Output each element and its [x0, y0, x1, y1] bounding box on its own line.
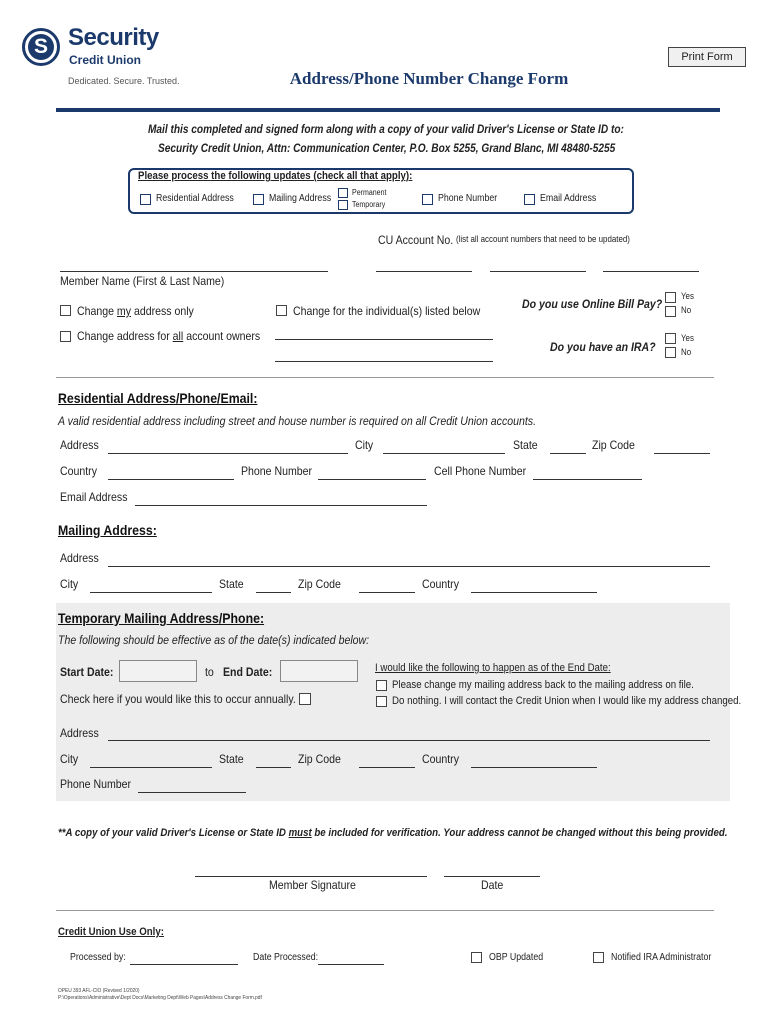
res-country-label: Country	[60, 464, 97, 478]
mail-instruction-line1: Mail this completed and signed form along with a copy of your valid Driver's License or State ID to:	[148, 124, 624, 136]
res-zip-line[interactable]	[654, 453, 710, 454]
res-address-label: Address	[60, 438, 99, 452]
account-number-line-1[interactable]	[376, 271, 472, 272]
change-back-checkbox[interactable]	[376, 680, 387, 691]
residential-address-checkbox[interactable]	[140, 194, 151, 205]
annual-label: Check here if you would like this to occur annually.	[60, 692, 296, 706]
end-date-heading: I would like the following to happen as of the End Date:	[375, 662, 611, 674]
mail-zip-line[interactable]	[359, 592, 415, 593]
temp-country-line[interactable]	[471, 767, 597, 768]
temp-phone-line[interactable]	[138, 792, 246, 793]
mailing-address-checkbox[interactable]	[253, 194, 264, 205]
verification-note	[58, 827, 727, 839]
temporary-section-title: Temporary Mailing Address/Phone:	[58, 610, 265, 626]
logo-sub: Credit Union	[69, 53, 141, 67]
change-individual-label: Change for the individual(s) listed below	[293, 304, 481, 318]
temp-address-line[interactable]	[108, 740, 710, 741]
print-form-button[interactable]: Print Form	[668, 47, 746, 67]
mail-city-label: City	[60, 577, 79, 591]
temp-address-label: Address	[60, 726, 99, 740]
verification-must: must	[288, 827, 312, 839]
online-bill-pay-question: Do you use Online Bill Pay?	[522, 297, 663, 311]
logo-tagline: Dedicated. Secure. Trusted.	[68, 76, 180, 86]
res-email-line[interactable]	[135, 505, 427, 506]
phone-number-checkbox[interactable]	[422, 194, 433, 205]
ira-yes-label: Yes	[681, 333, 694, 343]
obp-updated-label: OBP Updated	[489, 952, 544, 963]
ira-question: Do you have an IRA?	[550, 340, 656, 354]
processed-by-line[interactable]	[130, 964, 238, 965]
residential-note: A valid residential address including street and house number is required on all Credit Union accounts.	[58, 414, 537, 428]
change-all-pre: Change address for	[77, 329, 173, 343]
temp-phone-label: Phone Number	[60, 777, 132, 791]
res-email-label: Email Address	[60, 490, 128, 504]
date-processed-label: Date Processed:	[253, 952, 319, 963]
mail-zip-label: Zip Code	[298, 577, 341, 591]
account-number-line-3[interactable]	[603, 271, 699, 272]
res-cell-label: Cell Phone Number	[434, 464, 527, 478]
date-line[interactable]	[444, 876, 540, 877]
permanent-label: Permanent	[352, 188, 387, 197]
cu-account-label: CU Account No.	[378, 233, 454, 247]
processed-by-label: Processed by:	[70, 952, 126, 963]
res-address-line[interactable]	[108, 453, 348, 454]
change-all-post: account owners	[183, 329, 261, 343]
mail-state-label: State	[219, 577, 244, 591]
member-name-line[interactable]	[60, 271, 328, 272]
temporary-note: The following should be effective as of the date(s) indicated below:	[58, 633, 370, 647]
do-nothing-label: Do nothing. I will contact the Credit Union when I would like my address changed.	[392, 695, 742, 707]
change-my-post: address only	[131, 304, 194, 318]
mail-city-line[interactable]	[90, 592, 212, 593]
res-state-label: State	[513, 438, 538, 452]
mail-address-label: Address	[60, 551, 99, 565]
email-address-checkbox[interactable]	[524, 194, 535, 205]
temp-state-label: State	[219, 752, 244, 766]
temp-country-label: Country	[422, 752, 459, 766]
ira-no-label: No	[681, 347, 692, 357]
change-my-address-label	[77, 304, 194, 318]
verification-post: be included for verification. Your address cannot be changed without this being provided.	[311, 827, 728, 839]
residential-section-title: Residential Address/Phone/Email:	[58, 390, 258, 406]
change-individual-checkbox[interactable]	[276, 305, 287, 316]
res-cell-line[interactable]	[533, 479, 642, 480]
mailing-address-label: Mailing Address	[269, 193, 332, 204]
start-date-label: Start Date:	[60, 665, 114, 679]
footer-line-2: P:\Operations\Administrative\Dept Docs\Marketing Dept\Web Pages\Address Change Form.pdf	[58, 995, 262, 1001]
res-country-line[interactable]	[108, 479, 234, 480]
change-my-pre: Change	[77, 304, 117, 318]
end-date-field[interactable]	[280, 660, 358, 682]
mail-country-line[interactable]	[471, 592, 597, 593]
change-all-owners-label	[77, 329, 260, 343]
divider-1	[56, 377, 714, 378]
logo-name: Security	[68, 24, 159, 51]
res-city-label: City	[355, 438, 374, 452]
individual-line-1[interactable]	[275, 339, 493, 340]
change-all-underline: all	[172, 329, 184, 343]
header-rule	[56, 108, 720, 112]
online-bill-pay-yes-label: Yes	[681, 291, 694, 301]
start-date-field[interactable]	[119, 660, 197, 682]
residential-address-label: Residential Address	[156, 193, 234, 204]
temporary-label: Temporary	[352, 200, 386, 209]
verification-pre: **A copy of your valid Driver's License or State ID	[58, 827, 289, 839]
temp-state-line[interactable]	[256, 767, 291, 768]
ira-yes-checkbox[interactable]	[665, 333, 676, 344]
do-nothing-checkbox[interactable]	[376, 696, 387, 707]
to-label: to	[205, 665, 214, 679]
date-processed-line[interactable]	[318, 964, 384, 965]
mail-country-label: Country	[422, 577, 459, 591]
permanent-checkbox[interactable]	[338, 188, 348, 198]
mailing-section-title: Mailing Address:	[58, 522, 157, 538]
mail-address-line[interactable]	[108, 566, 710, 567]
divider-2	[56, 910, 714, 911]
mail-state-line[interactable]	[256, 592, 291, 593]
mail-instruction-line2: Security Credit Union, Attn: Communication Center, P.O. Box 5255, Grand Blanc, MI 48480-5255	[158, 143, 616, 155]
online-bill-pay-no-label: No	[681, 305, 692, 315]
form-title: Address/Phone Number Change Form	[289, 69, 569, 88]
phone-number-label: Phone Number	[438, 193, 498, 204]
logo-mark-icon	[22, 28, 60, 66]
cu-account-hint: (list all account numbers that need to be updated)	[456, 234, 630, 244]
updates-heading: Please process the following updates (check all that apply):	[138, 170, 413, 182]
logo-letter: S	[28, 34, 54, 60]
change-my-underline: my	[116, 304, 132, 318]
temp-city-line[interactable]	[90, 767, 212, 768]
res-state-line[interactable]	[550, 453, 586, 454]
change-all-owners-checkbox[interactable]	[60, 331, 71, 342]
member-signature-label: Member Signature	[269, 878, 356, 892]
date-label: Date	[481, 878, 504, 892]
account-number-line-2[interactable]	[490, 271, 586, 272]
annual-checkbox[interactable]	[299, 693, 311, 705]
online-bill-pay-yes-checkbox[interactable]	[665, 292, 676, 303]
member-signature-line[interactable]	[195, 876, 427, 877]
temporary-checkbox[interactable]	[338, 200, 348, 210]
ira-no-checkbox[interactable]	[665, 347, 676, 358]
cu-use-title: Credit Union Use Only:	[58, 926, 164, 938]
notified-ira-label: Notified IRA Administrator	[611, 952, 712, 963]
temp-zip-line[interactable]	[359, 767, 415, 768]
obp-updated-checkbox[interactable]	[471, 952, 482, 963]
change-back-label: Please change my mailing address back to the mailing address on file.	[392, 679, 694, 691]
individual-line-2[interactable]	[275, 361, 493, 362]
res-city-line[interactable]	[383, 453, 505, 454]
change-my-address-checkbox[interactable]	[60, 305, 71, 316]
res-phone-line[interactable]	[318, 479, 426, 480]
footer-line-1: OPEU 393 AFL-CIO (Revised 1/2020)	[58, 988, 140, 994]
res-phone-label: Phone Number	[241, 464, 313, 478]
temp-city-label: City	[60, 752, 79, 766]
end-date-label: End Date:	[223, 665, 273, 679]
temp-zip-label: Zip Code	[298, 752, 341, 766]
email-address-label: Email Address	[540, 193, 597, 204]
res-zip-label: Zip Code	[592, 438, 635, 452]
member-name-label: Member Name (First & Last Name)	[60, 274, 225, 288]
online-bill-pay-no-checkbox[interactable]	[665, 306, 676, 317]
notified-ira-checkbox[interactable]	[593, 952, 604, 963]
